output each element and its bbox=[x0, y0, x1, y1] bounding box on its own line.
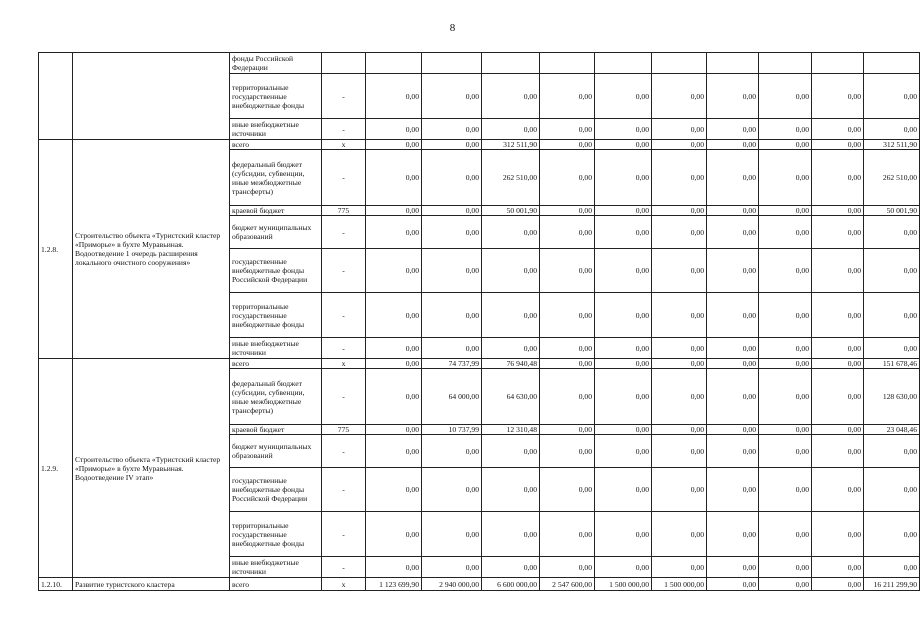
amount-cell: 0,00 bbox=[707, 338, 759, 359]
amount-cell: 312 511,90 bbox=[864, 140, 920, 150]
amount-cell: 0,00 bbox=[540, 216, 595, 249]
amount-cell bbox=[595, 53, 652, 74]
amount-cell: 0,00 bbox=[759, 359, 812, 369]
amount-cell: 0,00 bbox=[707, 74, 759, 119]
amount-cell: 50 001,90 bbox=[482, 206, 540, 216]
amount-cell: 0,00 bbox=[422, 140, 482, 150]
amount-cell: 0,00 bbox=[422, 293, 482, 338]
amount-cell: 74 737,99 bbox=[422, 359, 482, 369]
amount-cell: 0,00 bbox=[652, 359, 707, 369]
amount-cell: 0,00 bbox=[652, 119, 707, 140]
amount-cell: 12 310,48 bbox=[482, 425, 540, 435]
amount-cell bbox=[812, 53, 864, 74]
amount-cell: 0,00 bbox=[812, 359, 864, 369]
amount-cell: 0,00 bbox=[422, 557, 482, 578]
amount-cell: 6 600 000,00 bbox=[482, 578, 540, 591]
source-label: иные внебюджетные источники bbox=[230, 119, 322, 140]
amount-cell: 0,00 bbox=[540, 557, 595, 578]
amount-cell: 2 940 000,00 bbox=[422, 578, 482, 591]
amount-cell: 0,00 bbox=[540, 74, 595, 119]
source-label: всего bbox=[230, 359, 322, 369]
amount-cell: 0,00 bbox=[422, 249, 482, 293]
source-code: - bbox=[322, 293, 366, 338]
amount-cell: 0,00 bbox=[864, 119, 920, 140]
item-name-cell bbox=[73, 53, 230, 140]
amount-cell: 16 211 299,90 bbox=[864, 578, 920, 591]
amount-cell: 0,00 bbox=[812, 435, 864, 468]
amount-cell: 0,00 bbox=[652, 216, 707, 249]
source-code: - bbox=[322, 150, 366, 206]
amount-cell: 0,00 bbox=[812, 150, 864, 206]
amount-cell: 0,00 bbox=[759, 150, 812, 206]
source-code: - bbox=[322, 512, 366, 557]
amount-cell: 0,00 bbox=[422, 512, 482, 557]
amount-cell: 0,00 bbox=[707, 140, 759, 150]
source-label: государственные внебюджетные фонды Российской Федерации bbox=[230, 249, 322, 293]
source-code: х bbox=[322, 140, 366, 150]
amount-cell: 0,00 bbox=[422, 216, 482, 249]
amount-cell: 0,00 bbox=[422, 206, 482, 216]
item-name: Развитие туристского кластера bbox=[73, 578, 230, 591]
amount-cell: 0,00 bbox=[652, 338, 707, 359]
table-row bbox=[39, 578, 920, 591]
amount-cell: 0,00 bbox=[759, 338, 812, 359]
amount-cell: 0,00 bbox=[864, 338, 920, 359]
amount-cell: 0,00 bbox=[366, 140, 422, 150]
amount-cell: 0,00 bbox=[366, 425, 422, 435]
amount-cell: 0,00 bbox=[759, 293, 812, 338]
amount-cell: 0,00 bbox=[864, 249, 920, 293]
amount-cell: 0,00 bbox=[422, 468, 482, 512]
amount-cell bbox=[652, 53, 707, 74]
amount-cell: 0,00 bbox=[759, 369, 812, 425]
amount-cell: 0,00 bbox=[422, 119, 482, 140]
amount-cell: 0,00 bbox=[366, 359, 422, 369]
amount-cell: 0,00 bbox=[759, 578, 812, 591]
amount-cell: 0,00 bbox=[707, 557, 759, 578]
amount-cell: 0,00 bbox=[540, 359, 595, 369]
source-label: федеральный бюджет (субсидии, субвенции, иные межбюджетные трансферты) bbox=[230, 369, 322, 425]
amount-cell: 64 000,00 bbox=[422, 369, 482, 425]
amount-cell: 0,00 bbox=[482, 468, 540, 512]
amount-cell: 0,00 bbox=[707, 468, 759, 512]
amount-cell: 0,00 bbox=[366, 74, 422, 119]
amount-cell: 0,00 bbox=[707, 249, 759, 293]
amount-cell: 0,00 bbox=[759, 249, 812, 293]
amount-cell: 0,00 bbox=[366, 216, 422, 249]
amount-cell: 0,00 bbox=[540, 468, 595, 512]
amount-cell: 0,00 bbox=[595, 216, 652, 249]
amount-cell: 0,00 bbox=[366, 338, 422, 359]
amount-cell: 0,00 bbox=[707, 512, 759, 557]
source-label: территориальные государственные внебюджетные фонды bbox=[230, 512, 322, 557]
amount-cell: 0,00 bbox=[707, 578, 759, 591]
amount-cell: 0,00 bbox=[759, 74, 812, 119]
amount-cell: 0,00 bbox=[864, 293, 920, 338]
amount-cell: 0,00 bbox=[759, 140, 812, 150]
item-number: 1.2.9. bbox=[39, 359, 73, 578]
amount-cell: 0,00 bbox=[366, 468, 422, 512]
source-label: бюджет муниципальных образований bbox=[230, 216, 322, 249]
amount-cell: 0,00 bbox=[540, 206, 595, 216]
amount-cell: 0,00 bbox=[366, 435, 422, 468]
amount-cell: 0,00 bbox=[366, 119, 422, 140]
amount-cell: 2 547 600,00 bbox=[540, 578, 595, 591]
amount-cell: 0,00 bbox=[652, 140, 707, 150]
amount-cell: 0,00 bbox=[482, 119, 540, 140]
source-label: иные внебюджетные источники bbox=[230, 557, 322, 578]
amount-cell: 0,00 bbox=[812, 140, 864, 150]
amount-cell: 0,00 bbox=[422, 435, 482, 468]
amount-cell: 0,00 bbox=[595, 74, 652, 119]
amount-cell: 0,00 bbox=[652, 435, 707, 468]
amount-cell: 0,00 bbox=[812, 369, 864, 425]
amount-cell: 0,00 bbox=[595, 338, 652, 359]
amount-cell: 1 123 699,90 bbox=[366, 578, 422, 591]
source-code: - bbox=[322, 338, 366, 359]
amount-cell: 0,00 bbox=[707, 119, 759, 140]
amount-cell bbox=[759, 53, 812, 74]
amount-cell: 0,00 bbox=[540, 119, 595, 140]
amount-cell: 0,00 bbox=[540, 425, 595, 435]
amount-cell: 0,00 bbox=[707, 293, 759, 338]
source-label: всего bbox=[230, 578, 322, 591]
amount-cell: 0,00 bbox=[482, 512, 540, 557]
amount-cell: 0,00 bbox=[482, 338, 540, 359]
amount-cell: 0,00 bbox=[366, 369, 422, 425]
page-number: 8 bbox=[449, 22, 456, 34]
amount-cell: 0,00 bbox=[759, 512, 812, 557]
source-label: бюджет муниципальных образований bbox=[230, 435, 322, 468]
source-code: - bbox=[322, 369, 366, 425]
source-label: фонды Российской Федерации bbox=[230, 53, 322, 74]
amount-cell: 0,00 bbox=[595, 119, 652, 140]
amount-cell: 0,00 bbox=[707, 150, 759, 206]
amount-cell: 0,00 bbox=[595, 512, 652, 557]
source-label: иные внебюджетные источники bbox=[230, 338, 322, 359]
amount-cell: 0,00 bbox=[812, 512, 864, 557]
amount-cell: 0,00 bbox=[759, 468, 812, 512]
source-code: - bbox=[322, 435, 366, 468]
source-code: х bbox=[322, 578, 366, 591]
amount-cell: 64 630,00 bbox=[482, 369, 540, 425]
amount-cell: 0,00 bbox=[540, 140, 595, 150]
source-code: - bbox=[322, 216, 366, 249]
amount-cell: 0,00 bbox=[707, 369, 759, 425]
amount-cell: 0,00 bbox=[812, 557, 864, 578]
amount-cell: 50 001,90 bbox=[864, 206, 920, 216]
amount-cell: 151 678,46 bbox=[864, 359, 920, 369]
amount-cell: 0,00 bbox=[482, 293, 540, 338]
amount-cell: 0,00 bbox=[652, 74, 707, 119]
source-label: всего bbox=[230, 140, 322, 150]
amount-cell: 10 737,99 bbox=[422, 425, 482, 435]
amount-cell: 0,00 bbox=[482, 557, 540, 578]
amount-cell: 0,00 bbox=[540, 249, 595, 293]
amount-cell: 0,00 bbox=[540, 369, 595, 425]
amount-cell: 0,00 bbox=[595, 359, 652, 369]
amount-cell: 0,00 bbox=[652, 512, 707, 557]
table-row bbox=[39, 140, 920, 150]
amount-cell: 0,00 bbox=[864, 74, 920, 119]
amount-cell: 0,00 bbox=[366, 150, 422, 206]
amount-cell: 0,00 bbox=[652, 206, 707, 216]
source-label: краевой бюджет bbox=[230, 206, 322, 216]
amount-cell bbox=[422, 53, 482, 74]
amount-cell: 0,00 bbox=[540, 338, 595, 359]
amount-cell: 76 940,48 bbox=[482, 359, 540, 369]
amount-cell: 0,00 bbox=[366, 249, 422, 293]
amount-cell: 0,00 bbox=[812, 249, 864, 293]
amount-cell: 0,00 bbox=[652, 468, 707, 512]
amount-cell: 312 511,90 bbox=[482, 140, 540, 150]
amount-cell: 0,00 bbox=[759, 119, 812, 140]
item-number: 1.2.8. bbox=[39, 140, 73, 359]
amount-cell: 0,00 bbox=[595, 249, 652, 293]
amount-cell: 0,00 bbox=[652, 369, 707, 425]
amount-cell: 1 500 000,00 bbox=[595, 578, 652, 591]
amount-cell: 0,00 bbox=[482, 435, 540, 468]
amount-cell: 0,00 bbox=[652, 249, 707, 293]
amount-cell: 0,00 bbox=[595, 150, 652, 206]
amount-cell: 0,00 bbox=[366, 293, 422, 338]
table-row bbox=[39, 53, 920, 74]
amount-cell bbox=[482, 53, 540, 74]
source-code: 775 bbox=[322, 206, 366, 216]
amount-cell: 0,00 bbox=[482, 74, 540, 119]
source-label: краевой бюджет bbox=[230, 425, 322, 435]
amount-cell: 0,00 bbox=[707, 206, 759, 216]
amount-cell: 0,00 bbox=[652, 425, 707, 435]
amount-cell: 0,00 bbox=[482, 249, 540, 293]
amount-cell: 0,00 bbox=[812, 425, 864, 435]
amount-cell: 0,00 bbox=[707, 425, 759, 435]
amount-cell: 0,00 bbox=[540, 512, 595, 557]
amount-cell: 0,00 bbox=[707, 359, 759, 369]
amount-cell: 0,00 bbox=[540, 150, 595, 206]
amount-cell: 0,00 bbox=[595, 206, 652, 216]
source-label: федеральный бюджет (субсидии, субвенции, иные межбюджетные трансферты) bbox=[230, 150, 322, 206]
amount-cell: 0,00 bbox=[595, 140, 652, 150]
budget-table bbox=[38, 52, 920, 591]
amount-cell: 1 500 000,00 bbox=[652, 578, 707, 591]
amount-cell: 0,00 bbox=[707, 216, 759, 249]
amount-cell: 0,00 bbox=[864, 468, 920, 512]
amount-cell: 23 048,46 bbox=[864, 425, 920, 435]
amount-cell: 0,00 bbox=[759, 425, 812, 435]
source-code bbox=[322, 53, 366, 74]
amount-cell bbox=[864, 53, 920, 74]
source-code: - bbox=[322, 249, 366, 293]
amount-cell: 0,00 bbox=[540, 435, 595, 468]
amount-cell: 0,00 bbox=[759, 435, 812, 468]
amount-cell bbox=[540, 53, 595, 74]
item-name: Строительство объекта «Туристский кластер «Приморье» в бухте Муравьиная. Водоотведение IV этап» bbox=[73, 359, 230, 578]
amount-cell: 0,00 bbox=[595, 425, 652, 435]
source-label: территориальные государственные внебюджетные фонды bbox=[230, 74, 322, 119]
amount-cell: 0,00 bbox=[864, 557, 920, 578]
amount-cell: 0,00 bbox=[652, 293, 707, 338]
amount-cell: 0,00 bbox=[812, 119, 864, 140]
amount-cell bbox=[707, 53, 759, 74]
amount-cell bbox=[366, 53, 422, 74]
amount-cell: 0,00 bbox=[812, 578, 864, 591]
amount-cell: 0,00 bbox=[759, 206, 812, 216]
item-number: 1.2.10. bbox=[39, 578, 73, 591]
amount-cell: 0,00 bbox=[864, 512, 920, 557]
amount-cell: 0,00 bbox=[482, 216, 540, 249]
amount-cell: 0,00 bbox=[595, 293, 652, 338]
amount-cell: 0,00 bbox=[759, 557, 812, 578]
amount-cell: 262 510,00 bbox=[864, 150, 920, 206]
amount-cell: 0,00 bbox=[422, 338, 482, 359]
amount-cell: 0,00 bbox=[864, 435, 920, 468]
amount-cell: 0,00 bbox=[366, 557, 422, 578]
table-row bbox=[39, 359, 920, 369]
source-code: х bbox=[322, 359, 366, 369]
amount-cell: 0,00 bbox=[595, 468, 652, 512]
source-code: 775 bbox=[322, 425, 366, 435]
amount-cell: 0,00 bbox=[595, 369, 652, 425]
amount-cell: 0,00 bbox=[652, 150, 707, 206]
source-code: - bbox=[322, 74, 366, 119]
source-code: - bbox=[322, 119, 366, 140]
amount-cell: 0,00 bbox=[422, 150, 482, 206]
amount-cell: 0,00 bbox=[595, 557, 652, 578]
amount-cell: 128 630,00 bbox=[864, 369, 920, 425]
source-label: государственные внебюджетные фонды Российской Федерации bbox=[230, 468, 322, 512]
amount-cell: 262 510,00 bbox=[482, 150, 540, 206]
amount-cell: 0,00 bbox=[366, 512, 422, 557]
amount-cell: 0,00 bbox=[540, 293, 595, 338]
amount-cell: 0,00 bbox=[422, 74, 482, 119]
amount-cell: 0,00 bbox=[759, 216, 812, 249]
item-number-cell bbox=[39, 53, 73, 140]
amount-cell: 0,00 bbox=[864, 216, 920, 249]
source-code: - bbox=[322, 468, 366, 512]
amount-cell: 0,00 bbox=[812, 468, 864, 512]
amount-cell: 0,00 bbox=[812, 216, 864, 249]
source-code: - bbox=[322, 557, 366, 578]
amount-cell: 0,00 bbox=[652, 557, 707, 578]
source-label: территориальные государственные внебюджетные фонды bbox=[230, 293, 322, 338]
amount-cell: 0,00 bbox=[707, 435, 759, 468]
amount-cell: 0,00 bbox=[366, 206, 422, 216]
amount-cell: 0,00 bbox=[595, 435, 652, 468]
amount-cell: 0,00 bbox=[812, 338, 864, 359]
amount-cell: 0,00 bbox=[812, 74, 864, 119]
amount-cell: 0,00 bbox=[812, 293, 864, 338]
amount-cell: 0,00 bbox=[812, 206, 864, 216]
item-name: Строительство объекта «Туристский кластер «Приморье» в бухте Муравьиная. Водоотведение 1 очередь расширения локального очистного сооружения» bbox=[73, 140, 230, 359]
